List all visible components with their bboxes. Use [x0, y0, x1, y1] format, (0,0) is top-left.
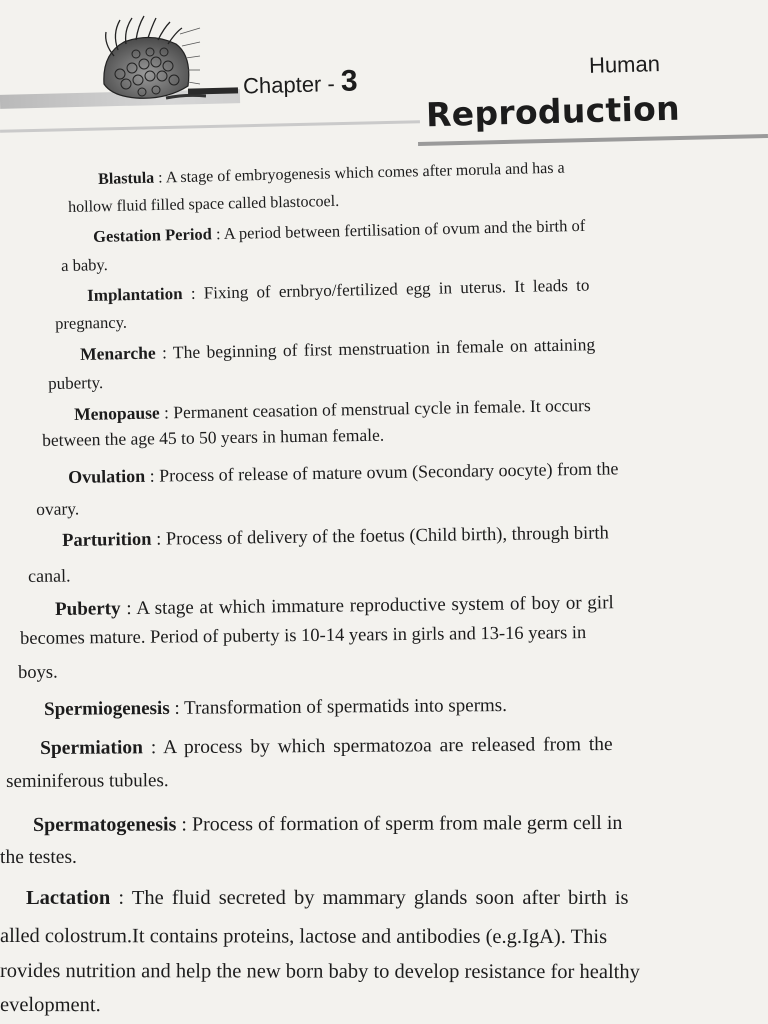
- definition-text: Fixing of ernbryo/fertilized egg in uterus. It leads to: [203, 275, 590, 303]
- term: Menarche: [79, 342, 156, 364]
- separator: :: [211, 224, 224, 244]
- definition-spermiation-cont: seminiferous tubules.: [5, 770, 169, 792]
- definition-puberty: [55, 593, 614, 619]
- term: Spermiation: [39, 737, 144, 759]
- page-title: Reproduction: [425, 88, 681, 135]
- definition-lactation-cont-3: evelopment.: [0, 994, 101, 1017]
- definition-text: A stage of embryogenesis which comes after morula and has a: [165, 159, 565, 187]
- chapter-number: 3: [340, 64, 358, 98]
- term: Puberty: [54, 598, 121, 620]
- definition-text: The fluid secreted by mammary glands soon after birth is: [131, 887, 629, 909]
- separator: :: [120, 598, 137, 620]
- definition-spermatogenesis-cont: the testes.: [0, 846, 77, 868]
- separator: :: [151, 529, 167, 550]
- definition-text: Process of formation of sperm from male germ cell in: [191, 811, 623, 836]
- separator: :: [145, 465, 160, 486]
- definition-text: Permanent ceasation of menstrual cycle in female. It occurs: [173, 394, 591, 423]
- definition-menopause-cont: between the age 45 to 50 years in human female.: [41, 424, 385, 450]
- term: Ovulation: [67, 465, 146, 487]
- definition-spermiogenesis: [44, 696, 507, 719]
- chapter-header: [0, 0, 768, 165]
- title-top: Human: [588, 51, 661, 78]
- definition-menopause: [73, 394, 591, 424]
- definition-text: Transformation of spermatids into sperms.: [184, 694, 508, 719]
- definition-parturition: [62, 524, 609, 550]
- definition-text: The beginning of first menstruation in female on attaining: [172, 334, 596, 363]
- definition-spermatogenesis: [33, 813, 622, 835]
- definition-text: A period between fertilisation of ovum and the birth of: [223, 215, 586, 244]
- title-rule: [418, 134, 768, 146]
- separator: :: [159, 402, 174, 423]
- term: Spermatogenesis: [32, 813, 177, 836]
- definition-implantation-cont: pregnancy.: [54, 312, 128, 333]
- term: Implantation: [86, 284, 183, 305]
- definition-puberty-cont: becomes mature. Period of puberty is 10-14 years in girls and 13-16 years in: [19, 623, 587, 649]
- definition-text: A stage at which immature reproductive system of boy or girl: [136, 592, 614, 620]
- definition-spermiation: [40, 735, 613, 758]
- definition-menarche: [80, 336, 595, 363]
- chapter-label: [243, 65, 358, 102]
- definition-gestation-period: [92, 215, 586, 246]
- separator: :: [169, 697, 185, 719]
- definition-menarche-cont: puberty.: [47, 373, 104, 393]
- separator: :: [153, 169, 166, 187]
- separator: :: [155, 342, 174, 363]
- header-left-rule: [0, 120, 420, 133]
- term: Menopause: [73, 402, 160, 424]
- definition-gestation-period-cont: a baby.: [60, 255, 108, 275]
- definition-parturition-cont: canal.: [27, 565, 71, 586]
- term: Lactation: [26, 887, 111, 909]
- definition-text: Process of delivery of the foetus (Child birth), through birth: [165, 523, 609, 550]
- definition-ovulation-cont: ovary.: [35, 498, 80, 519]
- definition-lactation-cont: alled colostrum.It contains proteins, lactose and antibodies (e.g.IgA). This: [0, 925, 608, 949]
- definition-ovulation: [68, 459, 619, 486]
- definition-text: A process by which spermatozoa are released from the: [163, 734, 613, 759]
- term: Gestation Period: [92, 224, 213, 246]
- chapter-label-text: Chapter -: [242, 71, 336, 99]
- definition-puberty-cont-2: boys.: [17, 662, 58, 683]
- separator: :: [182, 283, 205, 303]
- definition-lactation: [26, 888, 629, 909]
- term: Parturition: [61, 529, 152, 551]
- definition-lactation-cont-2: rovides nutrition and help the new born baby to develop resistance for healthy: [0, 960, 640, 984]
- separator: :: [110, 887, 132, 909]
- separator: :: [176, 813, 192, 836]
- term: Blastula: [97, 169, 155, 188]
- separator: :: [142, 737, 164, 759]
- definition-blastula-cont: hollow fluid filled space called blastocoel.: [67, 192, 340, 216]
- definition-text: Process of release of mature ovum (Secondary oocyte) from the: [159, 458, 619, 486]
- term: Spermiogenesis: [43, 697, 170, 720]
- definition-implantation: [87, 276, 590, 304]
